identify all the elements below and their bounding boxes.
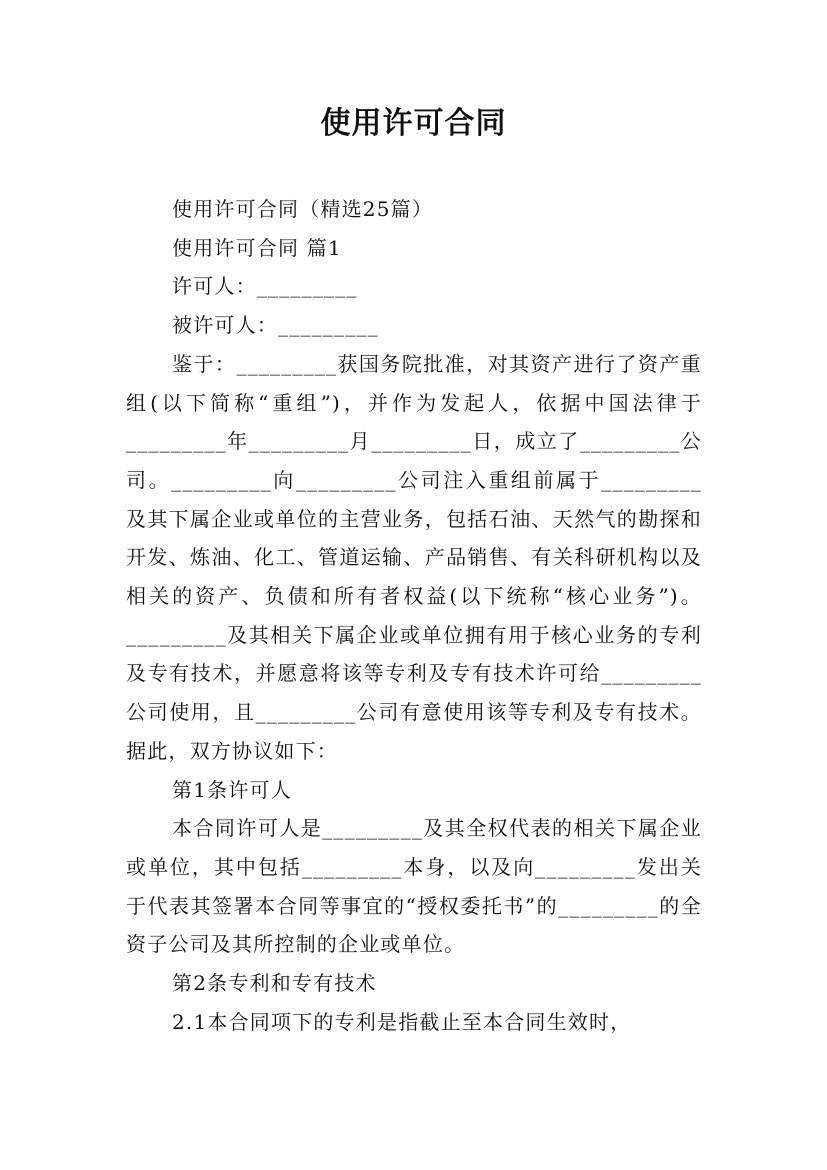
paragraph-heading-part-1: 使用许可合同 篇1 bbox=[172, 235, 342, 260]
paragraph-article-1-body: 本合同许可人是_________及其全权代表的相关下属企业或单位，其中包括_________本身，以及向_________发出关于代表其签署本合同等事宜的“授权委托书”的_________的全资子公司及其所控制的企业或单位。 bbox=[126, 816, 702, 957]
document-body bbox=[126, 190, 702, 1041]
paragraph-article-2-1: 2.1本合同项下的专利是指截止至本合同生效时， bbox=[172, 1009, 632, 1034]
paragraph-licensor: 许可人：_________ bbox=[172, 274, 358, 299]
paragraph-recitals: 鉴于：_________获国务院批准，对其资产进行了资产重组(以下简称“重组”)，并作为发起人，依据中国法律于_________年_________月_________日，成立了_________公司。_________向_________公司注入重组前属于_________及其下属企业或单位的主营业务，包括石油、天然气的勘探和开发、炼油、化工、管道运输、产品销售、有关科研机构以及相关的资产、负债和所有者权益(以下统称“核心业务”)。_________及其相关下属企业或单位拥有用于核心业务的专利及专有技术，并愿意将该等专利及专有技术许可给_________公司使用，且_________公司有意使用该等专利及专有技术。据此，双方协议如下： bbox=[126, 351, 702, 763]
document-title: 使用许可合同 bbox=[320, 106, 507, 141]
paragraph-article-2-heading: 第2条专利和专有技术 bbox=[172, 971, 377, 996]
paragraph-article-1-heading: 第1条许可人 bbox=[172, 777, 292, 802]
paragraph-subtitle: 使用许可合同（精选25篇） bbox=[172, 197, 434, 221]
paragraph-licensee: 被许可人：_________ bbox=[172, 313, 379, 338]
